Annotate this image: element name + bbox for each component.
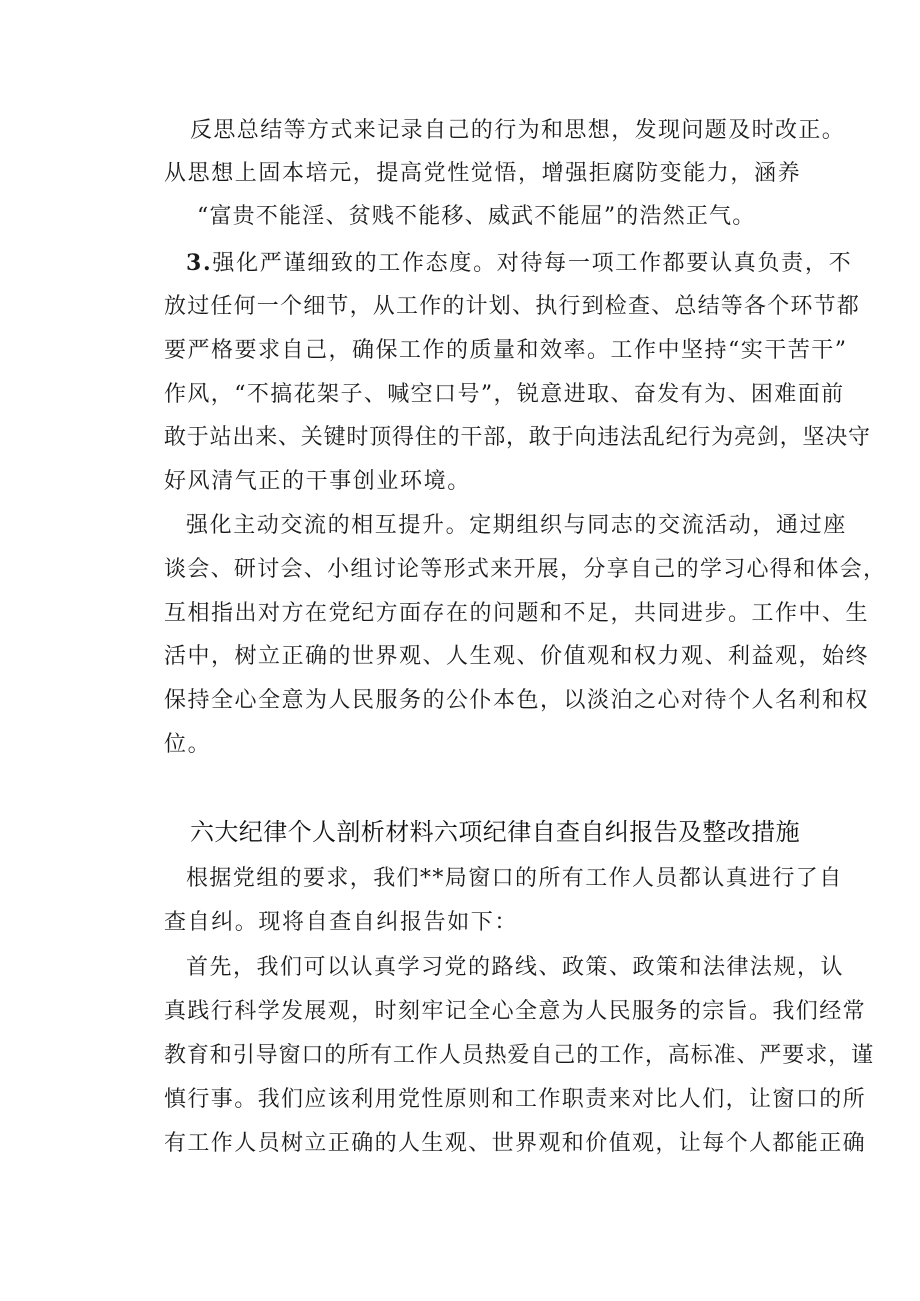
paragraph-line: “富贵不能淫、贫贱不能移、威武不能屈”的浩然正气。	[197, 204, 756, 229]
paragraph-line: 查自纠。现将自查自纠报告如下：	[164, 910, 519, 935]
document-heading: 六大纪律个人剖析材料六项纪律自查自纠报告及整改措施	[190, 818, 800, 846]
paragraph-line: 首先，我们可以认真学习党的路线、政策、政策和法律法规，认	[186, 955, 845, 980]
paragraph-line: 教育和引导窗口的所有工作人员热爱自己的工作，高标准、严要求，谨	[164, 1043, 874, 1068]
paragraph-line: 位。	[164, 732, 212, 757]
paragraph-line: 强化严谨细致的工作态度。对待每一项工作都要认真负责，不	[212, 251, 853, 276]
paragraph-line: 强化主动交流的相互提升。定期组织与同志的交流活动，通过座	[186, 513, 847, 538]
paragraph-line: 有工作人员树立正确的人生观、世界观和价值观，让每个人都能正确	[164, 1131, 867, 1156]
list-item-number: 3.	[186, 250, 213, 276]
paragraph-line: 放过任何一个细节，从工作的计划、执行到检查、总结等各个环节都	[164, 294, 861, 319]
paragraph-line: 从思想上固本培元，提高党性觉悟，增强拒腐防变能力，涵养	[164, 161, 802, 186]
paragraph-line: 真践行科学发展观，时刻牢记全心全意为人民服务的宗旨。我们经常	[164, 999, 867, 1024]
paragraph-line: 根据党组的要求，我们**局窗口的所有工作人员都认真进行了自	[186, 866, 843, 891]
list-item-heading	[186, 248, 852, 279]
paragraph-line: 慎行事。我们应该利用党性原则和工作职责来对比人们，让窗口的所	[164, 1087, 867, 1112]
paragraph-line: 互相指出对方在党纪方面存在的问题和不足，共同进步。工作中、生	[164, 601, 870, 626]
paragraph-line: 保持全心全意为人民服务的公仆本色，以淡泊之心对待个人名利和权	[164, 688, 870, 713]
paragraph-line: 作风，“不搞花架子、喊空口号”，锐意进取、奋发有为、困难面前	[164, 382, 845, 407]
paragraph-line: 要严格要求自己，确保工作的质量和效率。工作中坚持“实干苦干”	[164, 338, 848, 363]
paragraph-line: 好风清气正的干事创业环境。	[164, 469, 471, 494]
paragraph-line: 敢于站出来、关键时顶得住的干部，敢于向违法乱纪行为亮剑，坚决守	[164, 425, 871, 450]
paragraph-line: 谈会、研讨会、小组讨论等形式来开展，分享自己的学习心得和体会，	[164, 557, 887, 582]
paragraph-line: 活中，树立正确的世界观、人生观、价值观和权力观、利益观，始终	[164, 644, 870, 669]
paragraph-line: 反思总结等方式来记录自己的行为和思想，发现问题及时改正。	[190, 118, 846, 143]
